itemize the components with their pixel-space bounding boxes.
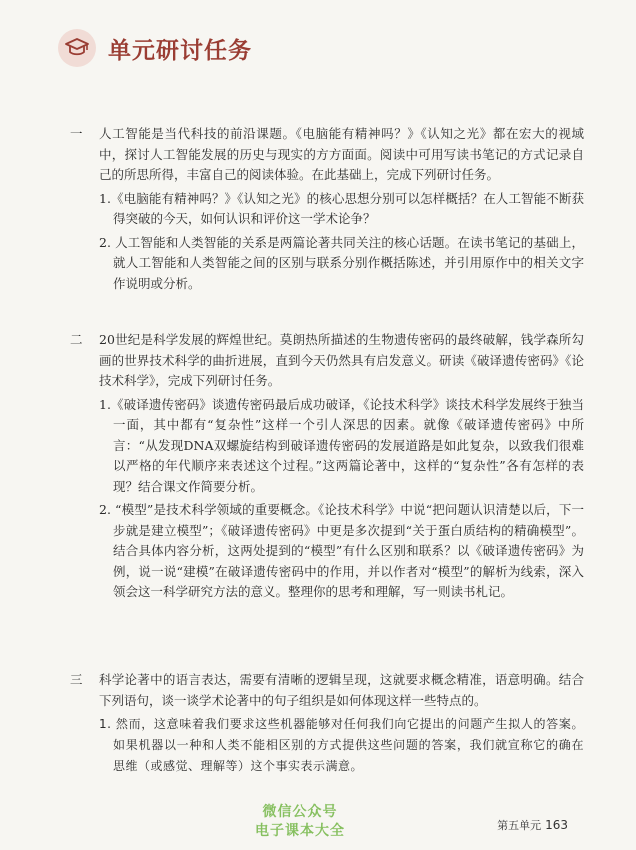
task-item: 1.《电脑能有精神吗？》《认知之光》的核心思想分别可以怎样概括？在人工智能不断获得突破的今天，如何认识和评价这一学术论争？ — [99, 190, 584, 226]
section-number: 二 — [70, 332, 83, 347]
page-number: 163 — [545, 818, 568, 832]
unit-label: 第五单元 — [497, 819, 542, 832]
graduation-cap-icon — [58, 29, 96, 67]
task-item: 1.《破译遗传密码》谈遗传密码最后成功破译，《论技术科学》谈技术科学发展终于独当一面，其中都有“复杂性”这样一个引人深思的因素。就像《破译遗传密码》中所言：“从发现DNA双螺旋结构到破译遗传密码的发展道路是如此复杂，以致我们很难以严格的年代顺序来表述这个过程。”这两篇论著中，这样的“复杂性”各有怎样的表现？结合课文作简要分析。 — [99, 396, 584, 494]
section-intro: 20世纪是科学发展的辉煌世纪。莫朗热所描述的生物遗传密码的最终破解，钱学森所勾画的世界技术科学的曲折进展，直到今天仍然具有启发意义。研读《破译遗传密码》《论技术科学》，完成下列研讨任务。 — [99, 332, 584, 388]
page-title: 单元研讨任务 — [108, 37, 252, 64]
page-header — [58, 28, 252, 68]
task-section-1 — [70, 124, 584, 294]
page-footer — [497, 817, 568, 833]
section-number: 一 — [70, 126, 83, 141]
quoted-sentence: 1. 然而，这意味着我们要求这些机器能够对任何我们向它提出的问题产生拟人的答案。如果机器以一种和人类不能相区别的方式提供这些问题的答案，我们就宣称它的确在思维（或感觉、理解等）这个事实表示满意。 — [99, 717, 584, 773]
task-item: 2. 人工智能和人类智能的关系是两篇论著共同关注的核心话题。在读书笔记的基础上，就人工智能和人类智能之间的区别与联系分别作概括陈述，并引用原作中的相关文字作说明或分析。 — [99, 234, 584, 291]
task-item: 2. “模型”是技术科学领域的重要概念。《论技术科学》中说“把问题认识清楚以后，下一步就是建立模型”；《破译遗传密码》中更是多次提到“关于蛋白质结构的精确模型”。结合具体内容分析，这两处提到的“模型”有什么区别和联系？以《破译遗传密码》为例，说一说“建模”在破译遗传密码中的作用，并以作者对“模型”的解析为线索，深入领会这一科学研究方法的意义。整理你的思考和理解，写一则读书札记。 — [99, 502, 584, 599]
watermark-line: 微信公众号 — [262, 804, 338, 820]
section-intro: 人工智能是当代科技的前沿课题。《电脑能有精神吗？》《认知之光》都在宏大的视域中，探讨人工智能发展的历史与现实的方方面面。阅读中可用写读书笔记的方式记录自己的所思所得，丰富自己的阅读体验。在此基础上，完成下列研讨任务。 — [99, 126, 584, 182]
task-section-2 — [70, 330, 584, 603]
section-intro: 科学论著中的语言表达，需要有清晰的逻辑呈现，这就要求概念精准，语意明确。结合下列语句，谈一谈学术论著中的句子组织是如何体现这样一些特点的。 — [99, 672, 584, 708]
watermark-line: 电子课本大全 — [255, 823, 345, 839]
watermark — [255, 803, 345, 841]
section-number: 三 — [70, 672, 83, 687]
task-section-3 — [70, 670, 584, 777]
